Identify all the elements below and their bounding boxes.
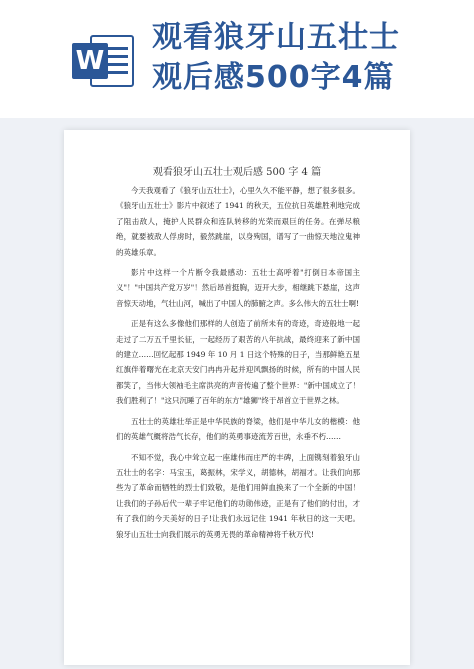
word-letter-plate: W xyxy=(72,43,108,79)
paragraph: 今天我观看了《狼牙山五壮士》，心里久久不能平静，想了很多很多。《狼牙山五壮士》影片中叙述了 1941 的秋天，五位抗日英雄胜利地完成了阻击敌人，掩护人民群众和连队转移的光荣而艰巨的任务。在弹尽粮绝，就要被敌人俘虏时，毅然跳崖，以身殉国，谱写了一曲惊天地泣鬼神的英雄乐章。 xyxy=(116,186,360,257)
paragraph: 影片中这样一个片断令我最感动：五壮士高呼着"打倒日本帝国主义"！"中国共产党万岁"！然后昂首挺胸，迈开大步，相继跳下悬崖，这声音惊天动地，气壮山河，喊出了中国人的肺腑之声。多么伟大的五壮士啊! xyxy=(116,268,360,308)
word-document-icon xyxy=(72,31,136,91)
document-title: 观看狼牙山五壮士观后感 500 字 4 篇 xyxy=(152,167,322,178)
paragraph: 正是有这么多像他们那样的人创造了前所未有的奇迹，奇迹般地一起走过了二万五千里长征，一起经历了艰苦的八年抗战，最终迎来了新中国的建立……回忆起那 1949 年 10 月 1 日这个特殊的日子，当那鲜艳五星红旗伴着曙光在北京天安门冉冉升起并迎风飘扬的时候，所有的中国人民都笑了，当伟大领袖毛主席洪亮的声音传遍了整个世界："新中国成立了！我们胜利了！"这只沉睡了百年的东方"雄狮"终于昂首立于世界之林。 xyxy=(116,319,360,406)
banner-title-line-1: 观看狼牙山五壮士 xyxy=(152,20,400,55)
banner xyxy=(0,0,474,118)
banner-title xyxy=(152,18,468,98)
paragraph: 不知不觉，我心中耸立起一座雄伟而庄严的丰碑，上面镌刻着狼牙山五壮士的名字：马宝玉，葛振林，宋学义，胡德林，胡福才。让我们向那些为了革命而牺牲的烈士们致敬，是他们用鲜血换来了一个全新的中国！让我们的子孙后代一辈子牢记他们的功勋伟迹，正是有了他们的付出，才有了我们的今天美好的日子!让我们永远记住 1941 年秋日的这一天吧。狼牙山五壮士向我们展示的英勇无畏的革命精神将千秋万代! xyxy=(116,452,360,539)
paragraph: 五壮士的英雄壮举正是中华民族的脊梁，他们是中华儿女的楷模：他们的英雄气概将浩气长存，他们的英勇事迹流芳百世，永垂不朽…… xyxy=(116,416,360,442)
document-body xyxy=(116,183,360,547)
banner-title-line-2: 观后感500字4篇 xyxy=(152,60,395,95)
document-page xyxy=(64,130,410,665)
